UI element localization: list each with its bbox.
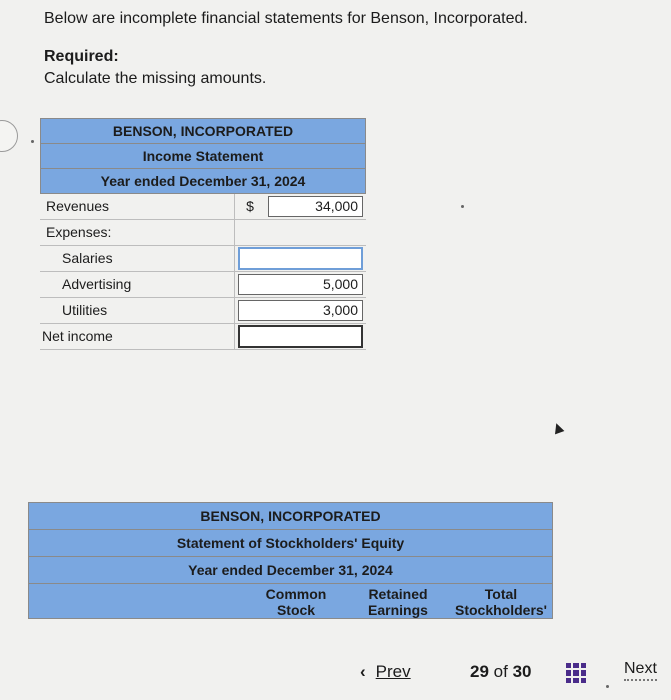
advertising-label: Advertising [40,272,235,297]
stray-dot [606,685,609,688]
is-period: Year ended December 31, 2024 [40,168,366,194]
is-title: Income Statement [40,143,366,168]
required-text: Calculate the missing amounts. [44,70,267,87]
next-button[interactable]: Next [624,660,657,681]
expenses-label: Expenses: [40,220,235,245]
se-column-headers [28,583,553,619]
net-income-row [40,324,366,350]
se-company: BENSON, INCORPORATED [28,502,553,529]
salaries-row [40,246,366,272]
salaries-label: Salaries [40,246,235,271]
col-common-stock: Common Stock [265,586,327,618]
utilities-row [40,298,366,324]
page-indicator [470,662,532,682]
col-retained-earnings: Retained Earnings [368,586,428,618]
advertising-row [40,272,366,298]
required-label: Required: [44,48,119,65]
expenses-row [40,220,366,246]
revenues-value: 34,000 [268,196,363,217]
mouse-cursor-icon [552,422,565,435]
revenues-label: Revenues [40,194,235,219]
revenues-row [40,194,366,220]
is-company: BENSON, INCORPORATED [40,118,366,143]
se-title: Statement of Stockholders' Equity [28,529,553,556]
currency-symbol: $ [246,198,254,214]
net-income-label: Net income [40,324,235,349]
equity-statement-table [28,502,553,619]
col-total-stockholders: Total Stockholders' [454,586,548,618]
page-of: of [493,662,508,681]
chevron-left-icon: ‹ [360,662,366,681]
utilities-value: 3,000 [238,300,363,321]
income-statement-table [40,118,366,350]
page-current: 29 [470,662,489,681]
stray-dot [461,205,464,208]
salaries-input[interactable] [238,247,363,270]
collapse-tab[interactable] [0,120,18,152]
prev-button[interactable] [360,662,411,682]
prev-label: Prev [375,662,411,681]
net-income-input[interactable] [238,325,363,348]
se-period: Year ended December 31, 2024 [28,556,553,583]
utilities-label: Utilities [40,298,235,323]
advertising-value: 5,000 [238,274,363,295]
instruction-text: Below are incomplete financial statements for Benson, Incorporated. [44,10,528,27]
bullet-dot [31,140,34,143]
page-total: 30 [512,662,532,681]
grid-menu-icon[interactable] [566,663,586,683]
